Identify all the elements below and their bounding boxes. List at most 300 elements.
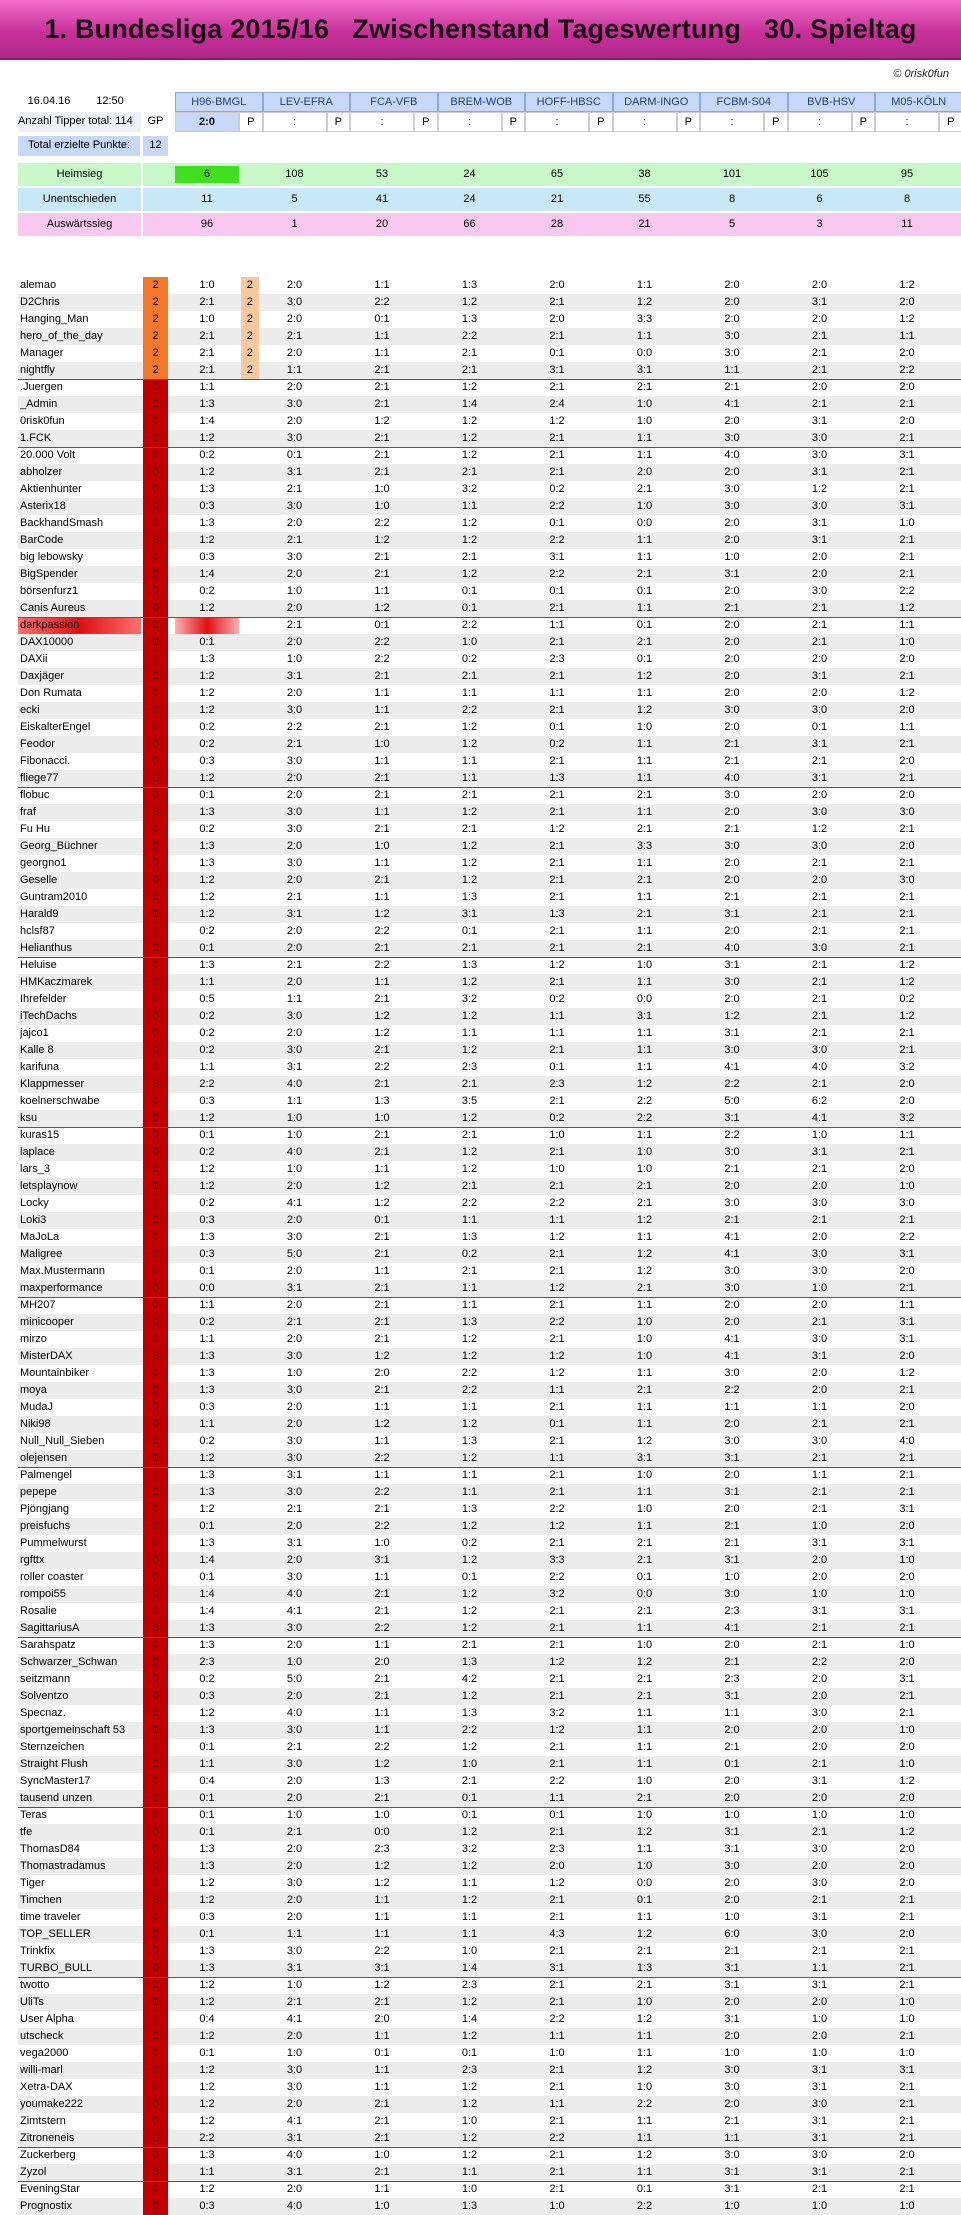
- gp-value: 0: [143, 1008, 168, 1025]
- tip-value: 2:1: [636, 1537, 653, 1549]
- tip-value: 2:1: [374, 1605, 390, 1617]
- tip-value: 2:0: [899, 1928, 915, 1940]
- player-name: abholzer: [20, 466, 63, 478]
- tip-value: 2:1: [461, 364, 478, 376]
- tip-value: 3:1: [724, 959, 740, 971]
- tip-value: 3:1: [724, 1979, 740, 1991]
- tip-value: 3:1: [549, 1962, 565, 1974]
- tip-value: 1:2: [461, 874, 478, 886]
- tip-value: 1:2: [636, 1656, 653, 1668]
- tip-value: 2:1: [811, 1639, 828, 1651]
- tip-value: 0:1: [461, 1571, 478, 1583]
- tip-value: 2:2: [461, 619, 478, 631]
- tip-value: 3:0: [811, 2149, 828, 2161]
- player-name: Pjöngjang: [20, 1503, 69, 1515]
- tip-value: 1:2: [461, 738, 478, 750]
- player-name: User Alpha: [20, 2013, 74, 2025]
- match-header: BVB-HSV: [788, 92, 876, 112]
- away-win-count: 5: [728, 218, 736, 230]
- tip-value: 2:2: [549, 1316, 565, 1328]
- tip-value: 2:0: [899, 789, 915, 801]
- tip-value: 1:1: [636, 1044, 653, 1056]
- tip-value: 3:0: [286, 1571, 303, 1583]
- tip-value: 2:0: [286, 1792, 303, 1804]
- gp-value: 0: [143, 2130, 168, 2147]
- tip-value: 1:0: [724, 2047, 740, 2059]
- tip-value: 1:2: [199, 466, 215, 478]
- tip-value: 1:1: [636, 1418, 653, 1430]
- tip-value: 2:0: [286, 1333, 303, 1345]
- tip-value: 0:3: [199, 1214, 215, 1226]
- tip-value: 0:3: [199, 500, 215, 512]
- tip-value: 2:2: [636, 1095, 653, 1107]
- tip-value: 2:1: [899, 1979, 915, 1991]
- tip-value: 1:2: [549, 959, 565, 971]
- tip-value: 1:1: [461, 687, 478, 699]
- tip-value: 3:0: [811, 840, 828, 852]
- player-name: Null_Null_Sieben: [20, 1435, 105, 1447]
- tip-value: 1:1: [899, 1299, 915, 1311]
- tip-value: 4:1: [286, 2013, 303, 2025]
- tip-value: 2:0: [286, 1520, 303, 1532]
- tip-value: 2:0: [811, 1724, 828, 1736]
- tip-value: 1:2: [461, 976, 478, 988]
- tip-value: 2:2: [549, 1503, 565, 1515]
- tip-value: 2:0: [286, 1775, 303, 1787]
- tip-value: 1:2: [461, 432, 478, 444]
- draw-count: 6: [816, 193, 823, 205]
- tip-value: 3:0: [286, 857, 303, 869]
- tip-value: 1:1: [461, 2166, 478, 2178]
- tip-value: 3:1: [899, 2064, 915, 2076]
- tip-value: 1:1: [636, 1707, 653, 1719]
- tip-value: 1:1: [636, 1231, 653, 1243]
- tip-value: 2:0: [811, 1571, 828, 1583]
- group-divider: [18, 957, 961, 958]
- tip-value: 1:2: [899, 1367, 915, 1379]
- tip-value: 2:1: [461, 942, 478, 954]
- tip-value: 3:0: [724, 1435, 740, 1447]
- tip-value: 1:1: [374, 1894, 390, 1906]
- player-name: EiskalterEngel: [20, 721, 91, 733]
- tip-value: 4:0: [286, 2200, 303, 2212]
- tip-value: 1:1: [199, 1333, 215, 1345]
- tip-value: 1:1: [199, 381, 215, 393]
- tip-value: 1:2: [199, 534, 215, 546]
- tip-value: 1:2: [461, 1996, 478, 2008]
- player-name: Rosalie: [20, 1605, 57, 1617]
- tip-value: 2:0: [724, 687, 740, 699]
- tip-value: 2:1: [549, 1537, 565, 1549]
- tip-value: 2:1: [549, 1758, 565, 1770]
- tip-value: 1:3: [199, 1945, 215, 1957]
- tip-value: 2:1: [374, 1673, 390, 1685]
- tip-value: 1:0: [549, 2047, 565, 2059]
- tip-value: 1:2: [636, 670, 653, 682]
- tip-value: 1:0: [636, 1350, 653, 1362]
- player-name: Schwarzer_Schwan: [20, 1656, 118, 1668]
- gp-value: 0: [143, 1280, 168, 1297]
- tip-value: 2:1: [636, 636, 653, 648]
- tip-value: 2:0: [899, 1877, 915, 1889]
- tip-value: 2:1: [286, 1996, 303, 2008]
- tip-value: 2:1: [461, 551, 478, 563]
- tip-value: 1:2: [636, 296, 653, 308]
- player-name: letsplaynow: [20, 1180, 78, 1192]
- tip-value: 1:0: [811, 1520, 828, 1532]
- player-name: TURBO_BULL: [20, 1962, 93, 1974]
- player-name: mirzo: [20, 1333, 47, 1345]
- tip-value: 2:0: [811, 551, 828, 563]
- gp-value: 0: [143, 1909, 168, 1926]
- tip-value: 2:0: [724, 1469, 740, 1481]
- tip-value: 1:2: [374, 1350, 390, 1362]
- tip-value: 1:2: [461, 1520, 478, 1532]
- away-win-count: 21: [638, 218, 651, 230]
- tip-value: 2:0: [286, 517, 303, 529]
- tip-value: 1:2: [199, 2115, 215, 2127]
- tip-value: 2:1: [811, 993, 828, 1005]
- tip-value: 1:1: [636, 534, 653, 546]
- tip-value: 1:1: [549, 1010, 565, 1022]
- tip-value: 3:3: [549, 1554, 565, 1566]
- tip-value: 2:1: [899, 1486, 915, 1498]
- tip-value: 2:1: [461, 1078, 478, 1090]
- tip-value: 2:0: [724, 279, 740, 291]
- gp-value: 0: [143, 804, 168, 821]
- group-divider: [18, 1637, 961, 1638]
- tip-value: 2:0: [899, 1350, 915, 1362]
- gp-value: 0: [143, 2045, 168, 2062]
- tip-value: 0:3: [199, 2200, 215, 2212]
- tip-value: 1:0: [636, 1163, 653, 1175]
- tip-value: 1:2: [636, 2064, 653, 2076]
- tip-value: 3:1: [286, 2166, 303, 2178]
- tip-value: 3:1: [811, 2064, 828, 2076]
- tip-value: 1:1: [636, 330, 653, 342]
- tip-value: 1:3: [461, 1707, 478, 1719]
- tip-value: 2:1: [461, 1265, 478, 1277]
- player-name: nightfly: [20, 364, 55, 376]
- tip-value: 2:2: [461, 1724, 478, 1736]
- tip-value: 2:1: [899, 925, 915, 937]
- tip-value: 2:1: [899, 1452, 915, 1464]
- tip-value: 2:1: [811, 1945, 828, 1957]
- player-name: Locky: [20, 1197, 49, 1209]
- gp-value: 0: [143, 1144, 168, 1161]
- tip-value: 1:1: [374, 1911, 390, 1923]
- tip-value: 3:1: [374, 1962, 390, 1974]
- tip-value: 1:4: [199, 415, 215, 427]
- tip-value: 2:3: [549, 653, 565, 665]
- away-win-label: Auswärtssieg: [18, 213, 141, 236]
- player-name: Kalle 8: [20, 1044, 54, 1056]
- tip-points: 2: [241, 328, 259, 345]
- gp-value: 0: [143, 821, 168, 838]
- tip-value: 2:0: [724, 1639, 740, 1651]
- away-win-count: 11: [901, 218, 913, 230]
- tip-value: 2:1: [549, 1435, 565, 1447]
- tip-value: 1:2: [636, 2149, 653, 2161]
- tip-value: 2:1: [549, 789, 565, 801]
- gp-value: 0: [143, 1365, 168, 1382]
- tip-value: 2:1: [549, 891, 565, 903]
- tip-value: 2:1: [549, 755, 565, 767]
- tip-value: 3:0: [724, 347, 740, 359]
- tip-value: 1:3: [199, 398, 215, 410]
- tip-value: 2:1: [636, 1945, 653, 1957]
- tip-value: 1:1: [636, 1911, 653, 1923]
- tip-value: 3:2: [461, 483, 478, 495]
- tip-value: 2:2: [549, 1197, 565, 1209]
- tip-value: 0:2: [199, 823, 215, 835]
- tip-value: 3:1: [811, 534, 828, 546]
- tip-value: 1:3: [199, 517, 215, 529]
- tip-value: 2:1: [549, 942, 565, 954]
- tip-value: 1:1: [199, 1758, 215, 1770]
- tip-value: 2:1: [461, 1129, 478, 1141]
- player-name: SyncMaster17: [20, 1775, 91, 1787]
- gp-value: 0: [143, 481, 168, 498]
- tip-value: 1:0: [899, 636, 915, 648]
- player-name: Tiger: [20, 1877, 45, 1889]
- tip-value: 1:2: [199, 2064, 215, 2076]
- tip-value: 0:1: [549, 1809, 565, 1821]
- tip-value: 1:2: [374, 1180, 390, 1192]
- tip-value: 2:1: [461, 1775, 478, 1787]
- tip-value: 1:1: [374, 2030, 390, 2042]
- tip-value: 3:0: [286, 1010, 303, 1022]
- player-name: Zyzol: [20, 2166, 47, 2178]
- tip-value: 4:2: [461, 1673, 478, 1685]
- tip-value: 0:3: [199, 1690, 215, 1702]
- tip-value: 1:3: [461, 891, 478, 903]
- tip-value: 0:2: [199, 925, 215, 937]
- gp-value: 0: [143, 1824, 168, 1841]
- tip-value: 2:1: [899, 1418, 915, 1430]
- tip-value: 2:0: [899, 840, 915, 852]
- tip-value: 2:0: [811, 313, 828, 325]
- tip-value: 2:3: [461, 1979, 478, 1991]
- draw-count: 24: [463, 193, 476, 205]
- tip-value: 2:2: [899, 364, 915, 376]
- gp-value: 2: [143, 362, 168, 379]
- tip-value: 1:0: [899, 1809, 915, 1821]
- tip-value: 3:1: [899, 1605, 915, 1617]
- tip-value: 2:0: [899, 1078, 915, 1090]
- player-name: Prognostix: [20, 2200, 72, 2212]
- tip-value: 3:0: [899, 806, 915, 818]
- tip-value: 3:2: [549, 1588, 565, 1600]
- tip-value: 3:0: [899, 1197, 915, 1209]
- tip-value: 1:4: [199, 568, 215, 580]
- tip-value: 3:1: [724, 1843, 740, 1855]
- tip-value: 2:2: [724, 1078, 740, 1090]
- points-column-header: P: [414, 112, 438, 132]
- tip-value: 5:0: [724, 1095, 740, 1107]
- tip-value: 2:1: [374, 364, 390, 376]
- tip-value: 2:1: [461, 1180, 478, 1192]
- gp-value: 0: [143, 1807, 168, 1824]
- tip-value: 1:1: [549, 619, 565, 631]
- tip-value: 0:1: [461, 602, 478, 614]
- tip-value: 3:1: [811, 517, 828, 529]
- tip-value: 2:1: [199, 330, 215, 342]
- player-name: MisterDAX: [20, 1350, 73, 1362]
- tip-value: 0:1: [811, 721, 828, 733]
- tip-value: 0:1: [461, 1809, 478, 1821]
- tip-value: 3:1: [374, 1554, 390, 1566]
- tip-value: 2:0: [724, 1724, 740, 1736]
- gp-value: 0: [143, 1688, 168, 1705]
- total-points-label: Total erzielte Punkte:: [18, 136, 140, 156]
- tip-value: 3:0: [286, 432, 303, 444]
- gp-value: 0: [143, 464, 168, 481]
- match-result: :: [350, 112, 414, 132]
- match-header: FCBM-S04: [700, 92, 788, 112]
- gp-value: 0: [143, 1416, 168, 1433]
- tip-value: 1:0: [899, 1180, 915, 1192]
- tip-value: 2:1: [549, 1979, 565, 1991]
- tip-value: 3:2: [461, 993, 478, 1005]
- tip-value: 0:1: [374, 619, 390, 631]
- tip-value: 2:2: [549, 568, 565, 580]
- tip-value: 1:1: [636, 2132, 653, 2144]
- tip-value: 2:1: [899, 2030, 915, 2042]
- tip-value: 2:1: [549, 1622, 565, 1634]
- tip-value: 2:1: [549, 1639, 565, 1651]
- tip-value: 2:1: [636, 1197, 653, 1209]
- tip-value: 2:1: [636, 1605, 653, 1617]
- tip-value: 3:0: [724, 1146, 740, 1158]
- tip-value: 2:1: [549, 381, 565, 393]
- tip-value: 4:0: [286, 1146, 303, 1158]
- tip-value: 3:1: [899, 1673, 915, 1685]
- tip-value: 2:1: [899, 1622, 915, 1634]
- gp-value: 0: [143, 1229, 168, 1246]
- tip-value: 0:1: [199, 1809, 215, 1821]
- tip-value: 0:1: [636, 2183, 653, 2195]
- tip-value: 1:2: [549, 1282, 565, 1294]
- tip-value: 2:1: [549, 1095, 565, 1107]
- player-name: rgfttx: [20, 1554, 45, 1566]
- tip-value: 2:1: [374, 789, 390, 801]
- tip-value: 2:1: [899, 2081, 915, 2093]
- tip-value: 3:0: [286, 1758, 303, 1770]
- tip-value: 2:1: [374, 1792, 390, 1804]
- tip-value: 1:2: [199, 687, 215, 699]
- tip-value: 2:1: [724, 2115, 740, 2127]
- gp-value: 0: [143, 2028, 168, 2045]
- tip-value: 3:1: [461, 908, 478, 920]
- tip-value: 2:1: [899, 1894, 915, 1906]
- tip-value: 2:3: [724, 1605, 740, 1617]
- tip-value: 1:2: [549, 823, 565, 835]
- tip-value: 1:2: [199, 1452, 215, 1464]
- tip-value: 0:1: [199, 1826, 215, 1838]
- tip-value: 2:1: [636, 823, 653, 835]
- tip-value: 2:1: [199, 296, 215, 308]
- tip-value: 2:1: [899, 2098, 915, 2110]
- gp-value: 0: [143, 583, 168, 600]
- tip-value: 2:0: [286, 1911, 303, 1923]
- tip-value: 1:1: [811, 1469, 828, 1481]
- tip-value: 3:0: [724, 704, 740, 716]
- tip-value: 1:2: [461, 1333, 478, 1345]
- tip-value: 4:0: [724, 942, 740, 954]
- tip-value: 3:3: [636, 840, 653, 852]
- tip-value: 2:1: [899, 1469, 915, 1481]
- tip-value: 2:1: [549, 976, 565, 988]
- tip-value: 2:2: [461, 1197, 478, 1209]
- tip-value: 1:1: [286, 993, 303, 1005]
- player-name: tausend unzen: [20, 1792, 93, 1804]
- title-banner: [0, 0, 961, 60]
- tip-value: 3:0: [724, 976, 740, 988]
- tip-value: 2:1: [811, 1316, 828, 1328]
- gp-value: 0: [143, 1399, 168, 1416]
- tip-value: 3:1: [811, 2115, 828, 2127]
- tip-value: 2:2: [461, 330, 478, 342]
- tip-value: 2:1: [636, 1282, 653, 1294]
- player-name: börsenfurz1: [20, 585, 79, 597]
- match-header: HOFF-HBSC: [525, 92, 613, 112]
- tip-value: 3:2: [461, 1843, 478, 1855]
- gp-value: 0: [143, 2079, 168, 2096]
- tip-value: 1:2: [199, 2098, 215, 2110]
- gp-value: 0: [143, 549, 168, 566]
- tip-value: 2:0: [724, 1894, 740, 1906]
- tip-value: 1:1: [724, 1707, 740, 1719]
- tip-value: 2:1: [724, 602, 740, 614]
- tip-value: 2:1: [374, 568, 390, 580]
- tip-value: 3:1: [811, 1605, 828, 1617]
- tip-value: 1:1: [374, 347, 390, 359]
- tip-value: 1:1: [374, 704, 390, 716]
- tip-value: 3:0: [811, 500, 828, 512]
- tip-value: 1:3: [199, 1724, 215, 1736]
- tip-value: 1:3: [461, 1316, 478, 1328]
- tip-value: 1:1: [636, 2115, 653, 2127]
- tip-value: 3:1: [549, 551, 565, 563]
- tip-value: 2:0: [724, 806, 740, 818]
- tip-value: 1:2: [461, 1010, 478, 1022]
- tip-value: 2:2: [549, 2132, 565, 2144]
- tip-value: 1:1: [636, 857, 653, 869]
- tip-value: 2:0: [374, 2013, 390, 2025]
- home-win-count: 101: [722, 168, 742, 180]
- tip-value: 1:0: [811, 2047, 828, 2059]
- tip-value: 3:0: [286, 1724, 303, 1736]
- gp-value: 0: [143, 1110, 168, 1127]
- tip-value: 2:1: [461, 466, 478, 478]
- player-name: Palmengel: [20, 1469, 72, 1481]
- tip-value: 4:1: [286, 1197, 303, 1209]
- tip-value: 3:0: [811, 1333, 828, 1345]
- tip-value: 1:1: [636, 2047, 653, 2059]
- tip-value: 1:2: [199, 1979, 215, 1991]
- player-name: Hanging_Man: [20, 313, 89, 325]
- gp-value: 0: [143, 1960, 168, 1977]
- gp-value: 0: [143, 1314, 168, 1331]
- tip-value: 3:1: [811, 1350, 828, 1362]
- tip-value: 1:1: [811, 1401, 828, 1413]
- player-name: Thomastradamus: [20, 1860, 106, 1872]
- tip-value: 2:1: [374, 1996, 390, 2008]
- gp-value: 0: [143, 1467, 168, 1484]
- tip-value: 1:2: [461, 1350, 478, 1362]
- home-win-count: 65: [550, 168, 564, 180]
